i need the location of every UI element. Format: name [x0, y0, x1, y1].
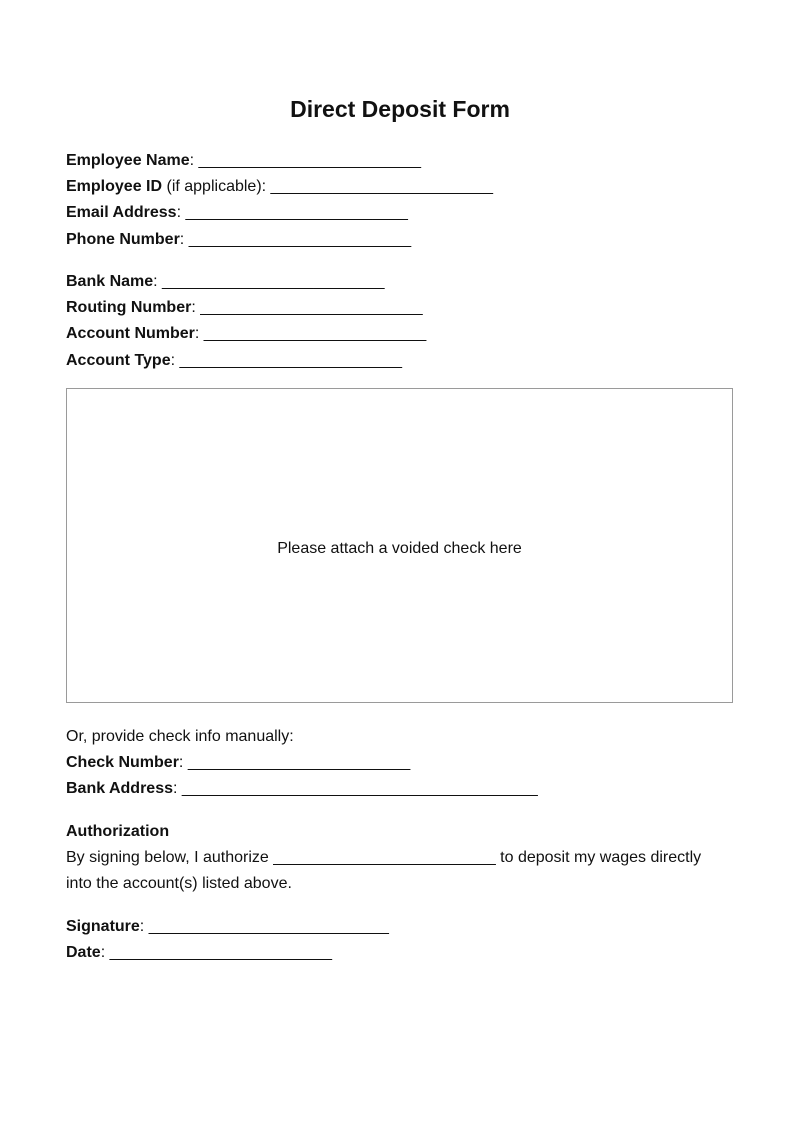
employee-id-field[interactable]: Employee ID (if applicable): _________________________ — [66, 178, 493, 195]
employee-id-blank[interactable]: _________________________ — [270, 178, 493, 195]
bank-name-field[interactable]: Bank Name: _________________________ — [66, 273, 385, 290]
phone-field[interactable]: Phone Number: _________________________ — [66, 231, 412, 248]
authorization-text-after: to deposit my wages directly — [500, 849, 702, 866]
date-field[interactable]: Date: _________________________ — [66, 944, 333, 961]
check-number-label: Check Number — [66, 754, 179, 771]
signature-label: Signature — [66, 918, 140, 935]
account-number-label: Account Number — [66, 325, 195, 342]
bank-name-blank[interactable]: _________________________ — [162, 273, 385, 290]
email-label: Email Address — [66, 204, 177, 221]
routing-number-label: Routing Number — [66, 299, 192, 316]
authorization-heading: Authorization — [66, 823, 170, 840]
bank-address-blank[interactable]: ________________________________________ — [181, 780, 538, 797]
employee-name-field[interactable]: Employee Name: _________________________ — [66, 152, 421, 169]
routing-number-blank[interactable]: _________________________ — [200, 299, 423, 316]
bank-name-label: Bank Name — [66, 273, 154, 290]
manual-intro: Or, provide check info manually: — [66, 728, 294, 745]
routing-number-field[interactable]: Routing Number: _________________________ — [66, 299, 423, 316]
authorization-text-before: By signing below, I authorize — [66, 849, 269, 866]
authorization-text-line2: into the account(s) listed above. — [66, 875, 292, 892]
date-label: Date — [66, 944, 101, 961]
account-number-blank[interactable]: _________________________ — [203, 325, 427, 342]
employee-name-blank[interactable]: _________________________ — [198, 152, 421, 169]
authorization-text-line1 — [66, 848, 701, 868]
bank-address-label: Bank Address — [66, 780, 173, 797]
email-blank[interactable]: _________________________ — [185, 204, 408, 221]
phone-blank[interactable]: _________________________ — [188, 231, 412, 248]
account-type-label: Account Type — [66, 352, 171, 369]
date-blank[interactable]: _________________________ — [109, 944, 333, 961]
authorizer-blank[interactable]: _________________________ — [273, 849, 496, 866]
voided-check-box — [66, 388, 733, 703]
voided-check-text: Please attach a voided check here — [277, 540, 522, 557]
signature-blank[interactable]: ___________________________ — [148, 918, 389, 935]
signature-field[interactable]: Signature: ___________________________ — [66, 918, 389, 935]
account-number-field[interactable]: Account Number: _________________________ — [66, 325, 427, 342]
phone-label: Phone Number — [66, 231, 180, 248]
form-title: Direct Deposit Form — [290, 96, 510, 122]
employee-name-label: Employee Name — [66, 152, 190, 169]
account-type-blank[interactable]: _________________________ — [179, 352, 402, 369]
employee-id-label: Employee ID — [66, 178, 163, 195]
bank-address-field[interactable]: Bank Address: ________________________________________ — [66, 780, 538, 797]
employee-id-note: (if applicable) — [166, 178, 262, 195]
check-number-blank[interactable]: _________________________ — [187, 754, 411, 771]
email-field[interactable]: Email Address: _________________________ — [66, 204, 408, 221]
check-number-field[interactable]: Check Number: _________________________ — [66, 754, 411, 771]
account-type-field[interactable]: Account Type: _________________________ — [66, 352, 402, 369]
